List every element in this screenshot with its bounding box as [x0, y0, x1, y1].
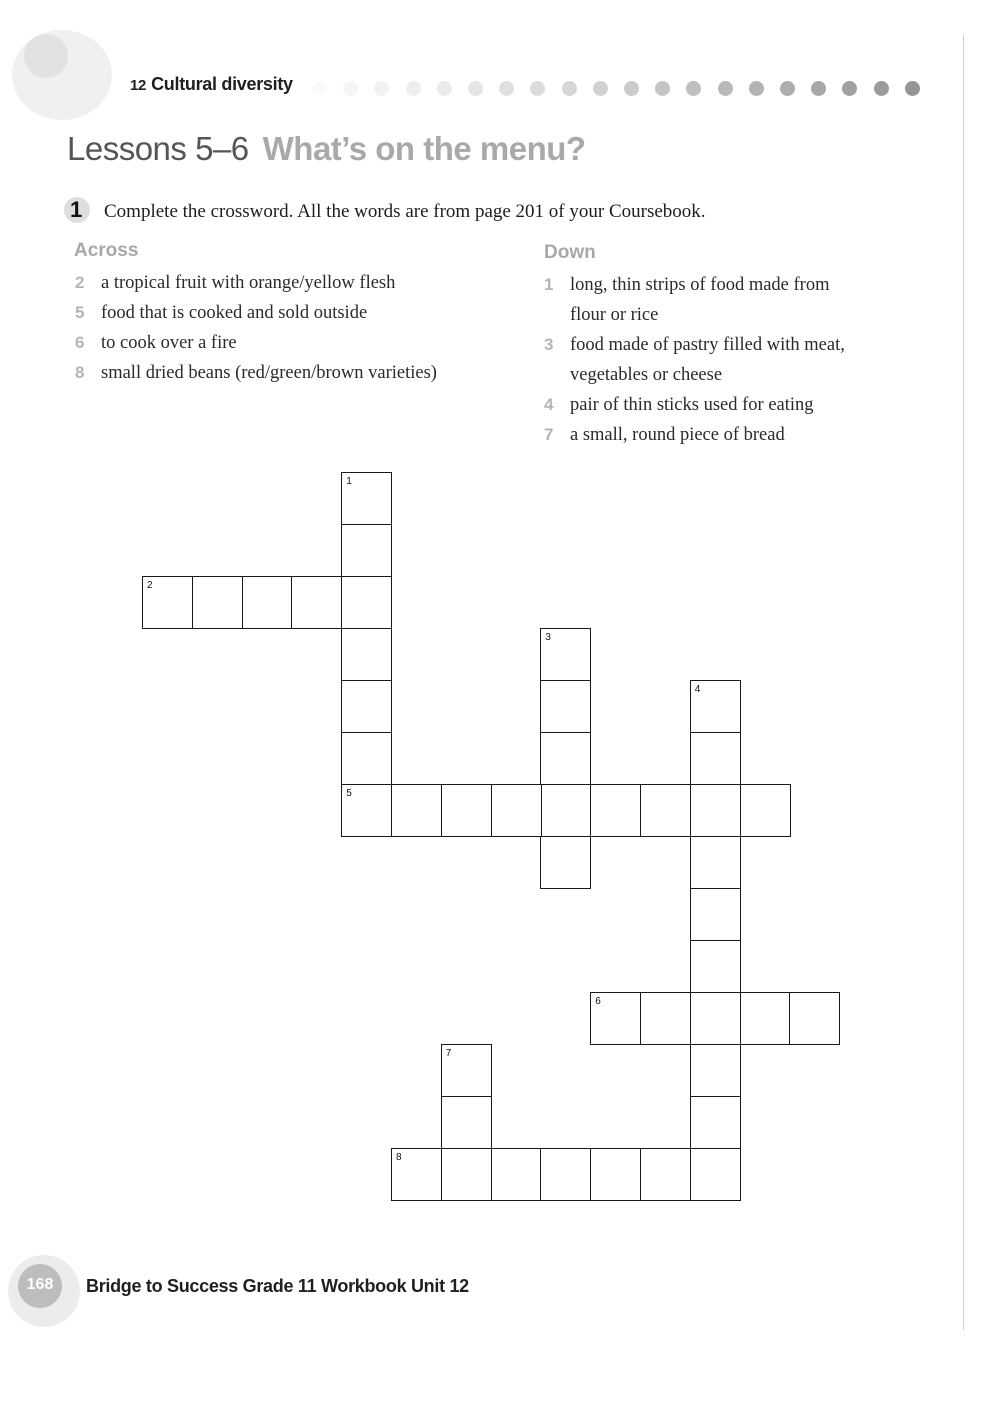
clue-number: 7 — [544, 425, 554, 444]
crossword-clue-number: 5 — [346, 788, 352, 799]
crossword-cell[interactable] — [341, 472, 392, 525]
clue-text-line1: a small, round piece of bread — [570, 425, 785, 445]
crossword-cell[interactable] — [291, 576, 342, 629]
clue-number: 3 — [544, 335, 554, 354]
crossword-cell[interactable] — [690, 1148, 741, 1201]
crossword-cell[interactable] — [690, 1044, 741, 1097]
crossword-cell[interactable] — [789, 992, 840, 1045]
down-heading: Down — [544, 242, 596, 263]
crossword-cell[interactable] — [341, 680, 392, 733]
crossword-cell[interactable] — [590, 992, 641, 1045]
clue-text: to cook over a fire — [101, 333, 237, 353]
crossword-clue-number: 2 — [147, 580, 153, 591]
crossword-cell[interactable] — [690, 836, 741, 889]
crossword-cell[interactable] — [441, 784, 492, 837]
crossword-cell[interactable] — [740, 784, 791, 837]
crossword-clue-number: 7 — [445, 1048, 452, 1059]
crossword-cell[interactable] — [640, 784, 691, 837]
clue-text: a tropical fruit with orange/yellow flesh — [101, 273, 396, 293]
crossword-cell[interactable] — [540, 836, 591, 889]
crossword-cell[interactable] — [242, 576, 293, 629]
crossword-cell[interactable] — [341, 784, 392, 837]
crossword-clue-number: 4 — [694, 684, 701, 695]
clue-text-line2: vegetables or cheese — [570, 365, 723, 385]
clue-number: 1 — [544, 275, 554, 294]
clue-text-line1: food made of pastry filled with meat, — [570, 335, 845, 355]
crossword-cell[interactable] — [590, 1148, 641, 1201]
unit-title: Cultural diversity — [151, 74, 293, 94]
clue-text: food that is cooked and sold outside — [101, 303, 368, 323]
lesson-subtitle: What’s on the menu? — [262, 130, 586, 167]
exercise-number: 1 — [70, 197, 83, 222]
crossword-clue-number: 3 — [545, 632, 551, 643]
clue-number: 5 — [75, 303, 85, 322]
crossword-cell[interactable] — [192, 576, 243, 629]
crossword-clue-number: 1 — [346, 476, 352, 487]
crossword-cell[interactable] — [690, 1096, 741, 1149]
crossword-cell[interactable] — [640, 1148, 691, 1201]
crossword-cell[interactable] — [690, 992, 741, 1045]
crossword-cell[interactable] — [491, 1148, 542, 1201]
crossword-cell[interactable] — [690, 732, 741, 785]
crossword-cell[interactable] — [142, 576, 193, 629]
clue-text-line1: pair of thin sticks used for eating — [570, 395, 814, 415]
crossword-clue-number: 8 — [396, 1152, 402, 1163]
crossword-cell[interactable] — [540, 1148, 591, 1201]
crossword-cell[interactable] — [540, 732, 591, 785]
crossword-cell[interactable] — [690, 940, 741, 993]
clue-number: 8 — [75, 363, 85, 382]
unit-number: 12 — [130, 77, 147, 94]
lesson-label: Lessons 5–6 — [67, 130, 249, 167]
crossword-cell[interactable] — [590, 784, 641, 837]
crossword-cell[interactable] — [441, 1096, 492, 1149]
crossword-cell[interactable] — [391, 784, 442, 837]
crossword-cell[interactable] — [341, 628, 392, 681]
exercise-instruction: Complete the crossword. All the words are from page 201 of your Coursebook. — [104, 201, 706, 222]
crossword-cell[interactable] — [491, 784, 542, 837]
crossword-cell[interactable] — [391, 1148, 442, 1201]
clue-number: 2 — [75, 273, 85, 292]
crossword-cell[interactable] — [540, 680, 591, 733]
crossword-clue-number: 6 — [595, 996, 601, 1007]
crossword-cell[interactable] — [540, 628, 591, 681]
crossword-cell[interactable] — [341, 576, 392, 629]
clue-text-line2: flour or rice — [570, 305, 659, 325]
crossword-cell[interactable] — [690, 784, 741, 837]
crossword-cell[interactable] — [441, 1044, 492, 1097]
book-title: Bridge to Success Grade 11 Workbook Unit 12 — [86, 1276, 469, 1296]
clue-text: small dried beans (red/green/brown varieties) — [101, 363, 437, 383]
across-heading: Across — [74, 240, 139, 261]
crossword-cell[interactable] — [341, 524, 392, 577]
clue-text-line1: long, thin strips of food made from — [570, 275, 830, 295]
crossword-cell[interactable] — [441, 1148, 492, 1201]
crossword-cell[interactable] — [640, 992, 691, 1045]
crossword-cell[interactable] — [540, 784, 591, 837]
crossword-cell[interactable] — [341, 732, 392, 785]
clue-number: 4 — [544, 395, 554, 414]
page-number: 168 — [26, 1276, 54, 1293]
clue-number: 6 — [75, 333, 85, 352]
crossword-cell[interactable] — [740, 992, 791, 1045]
crossword-cell[interactable] — [690, 680, 741, 733]
crossword-cell[interactable] — [690, 888, 741, 941]
